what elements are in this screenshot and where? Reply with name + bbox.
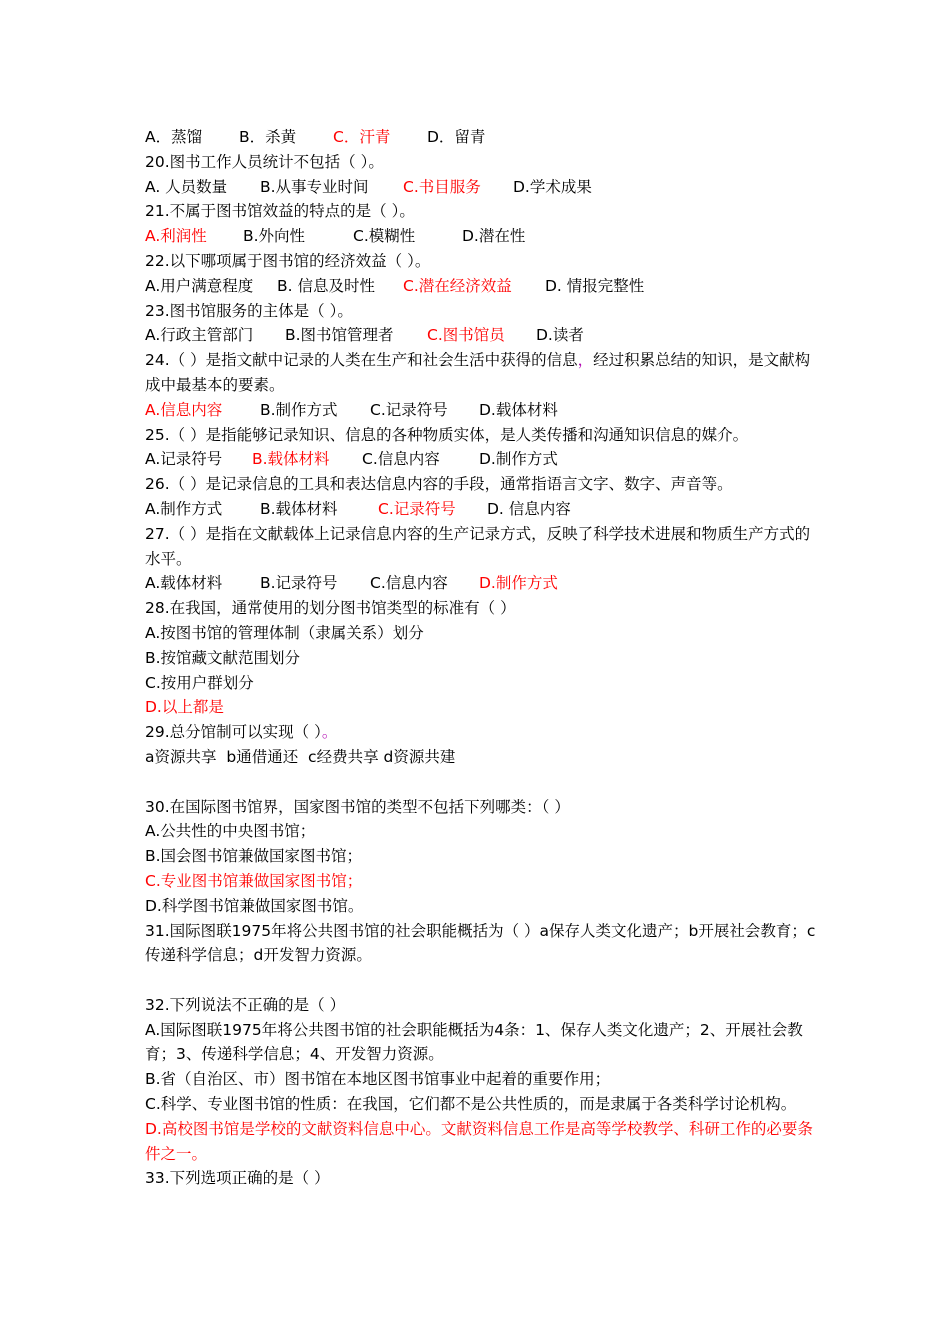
q19-option-b: B．杀黄 [239, 128, 297, 146]
q23-stem: 23.图书馆服务的主体是（ ）。 [145, 301, 353, 320]
q25-stem: 25.（ ）是指能够记录知识、信息的各种物质实体，是人类传播和沟通知识信息的媒介。 [145, 425, 749, 444]
q24-option-b: B.制作方式 [260, 400, 338, 419]
q20-stem: 20.图书工作人员统计不包括（ ）。 [145, 152, 384, 171]
q23-option-d: D.读者 [536, 326, 584, 345]
q29-punctuation-mark: 。 [321, 723, 338, 742]
q26-option-b: B.载体材料 [260, 499, 338, 518]
q21-option-a-answer: A.利润性 [145, 227, 207, 246]
q28-option-c: C.按用户群划分 [145, 673, 254, 692]
q27-option-b: B.记录符号 [260, 574, 338, 593]
q28-option-b: B.按馆藏文献范围划分 [145, 648, 301, 667]
q32-option-d-answer: D.高校图书馆是学校的文献资料信息中心。文献资料信息工作是高等学校教学、科研工作的必要条件之一。 [145, 1119, 813, 1163]
q19-option-d: D．留青 [427, 128, 486, 146]
q29-stem: 29.总分馆制可以实现（ ）。 [145, 723, 338, 742]
q24-option-a-answer: A.信息内容 [145, 400, 223, 419]
question-list [145, 125, 825, 1191]
q20-option-a: A. 人员数量 [145, 177, 228, 196]
q21-option-d: D.潜在性 [462, 227, 526, 246]
q24-stem: 24.（ ）是指文献中记录的人类在生产和社会生活中获得的信息，经过积累总结的知识，是文献构成中最基本的要素。 [145, 351, 811, 394]
q23-option-a: A.行政主管部门 [145, 326, 254, 345]
q23-option-c-answer: C.图书馆员 [427, 326, 505, 345]
q20-option-c-answer: C.书目服务 [403, 177, 481, 196]
q25-options [145, 447, 825, 472]
q30-option-d: D.科学图书馆兼做国家图书馆。 [145, 896, 364, 915]
q26-option-c-answer: C.记录符号 [378, 499, 456, 518]
blank-line [145, 968, 825, 993]
q20-options [145, 175, 825, 200]
q27-option-d-answer: D.制作方式 [479, 574, 558, 593]
q22-stem: 22.以下哪项属于图书馆的经济效益（ ）。 [145, 251, 431, 270]
q21-stem: 21.不属于图书馆效益的特点的是（ ）。 [145, 202, 415, 221]
q28-option-a: A.按图书馆的管理体制（隶属关系）划分 [145, 623, 424, 642]
q20-option-b: B.从事专业时间 [260, 177, 369, 196]
q24-options [145, 398, 825, 423]
q30-option-b: B.国会图书馆兼做国家图书馆； [145, 847, 363, 866]
q26-stem: 26.（ ）是记录信息的工具和表达信息内容的手段，通常指语言文字、数字、声音等。 [145, 475, 733, 494]
q19-options [145, 125, 825, 150]
q22-option-d: D. 情报完整性 [545, 276, 645, 295]
q21-option-c: C.模糊性 [353, 227, 416, 246]
q21-options [145, 224, 825, 249]
q19-option-a: A．蒸馏 [145, 128, 203, 146]
q25-option-c: C.信息内容 [362, 450, 440, 469]
q20-option-d: D.学术成果 [513, 177, 592, 196]
q25-option-b-answer: B.载体材料 [252, 450, 330, 469]
q22-options [145, 274, 825, 299]
q24-punctuation-mark: ， [577, 351, 594, 370]
q32-option-c: C.科学、专业图书馆的性质：在我国，它们都不是公共性质的，而是隶属于各类科学讨论机构。 [145, 1095, 797, 1114]
q25-option-a: A.记录符号 [145, 450, 223, 469]
q32-option-b: B.省（自治区、市）图书馆在本地区图书馆事业中起着的重要作用； [145, 1070, 611, 1089]
q30-option-a: A.公共性的中央图书馆； [145, 822, 316, 841]
q28-stem: 28.在我国，通常使用的划分图书馆类型的标准有（ ） [145, 599, 516, 618]
q24-option-c: C.记录符号 [370, 400, 448, 419]
q19-option-c-answer: C．汗青 [333, 128, 391, 146]
q26-option-a: A.制作方式 [145, 499, 223, 518]
q25-option-d: D.制作方式 [479, 450, 558, 469]
q32-stem: 32.下列说法不正确的是（ ） [145, 995, 346, 1014]
q22-option-b: B. 信息及时性 [277, 276, 375, 295]
q32-option-a: A.国际图联1975年将公共图书馆的社会职能概括为4条：1、保存人类文化遗产；2、开展社会教育；3、传递科学信息；4、开发智力资源。 [145, 1020, 803, 1064]
q23-options [145, 323, 825, 348]
q31-stem: 31.国际图联1975年将公共图书馆的社会职能概括为（ ）a保存人类文化遗产；b开展社会教育；c传递科学信息；d开发智力资源。 [145, 921, 816, 965]
q30-stem: 30.在国际图书馆界，国家图书馆的类型不包括下列哪类：（ ） [145, 797, 570, 816]
q29-options: a资源共享 b通借通还 c经费共享 d资源共建 [145, 747, 456, 766]
q26-option-d: D. 信息内容 [487, 499, 571, 518]
q22-option-c-answer: C.潜在经济效益 [403, 276, 512, 295]
q27-option-a: A.载体材料 [145, 574, 223, 593]
q27-option-c: C.信息内容 [370, 574, 448, 593]
q21-option-b: B.外向性 [243, 227, 306, 246]
q24-option-d: D.载体材料 [479, 400, 558, 419]
q23-option-b: B.图书馆管理者 [285, 326, 394, 345]
q33-stem: 33.下列选项正确的是（ ） [145, 1169, 330, 1188]
q30-option-c-answer: C.专业图书馆兼做国家图书馆； [145, 871, 363, 890]
q27-stem: 27.（ ）是指在文献载体上记录信息内容的生产记录方式，反映了科学技术进展和物质生产方式的水平。 [145, 524, 811, 568]
blank-line [145, 770, 825, 795]
q22-option-a: A.用户满意程度 [145, 276, 254, 295]
q27-options [145, 571, 825, 596]
q26-options [145, 497, 825, 522]
q28-option-d-answer: D.以上都是 [145, 698, 224, 717]
